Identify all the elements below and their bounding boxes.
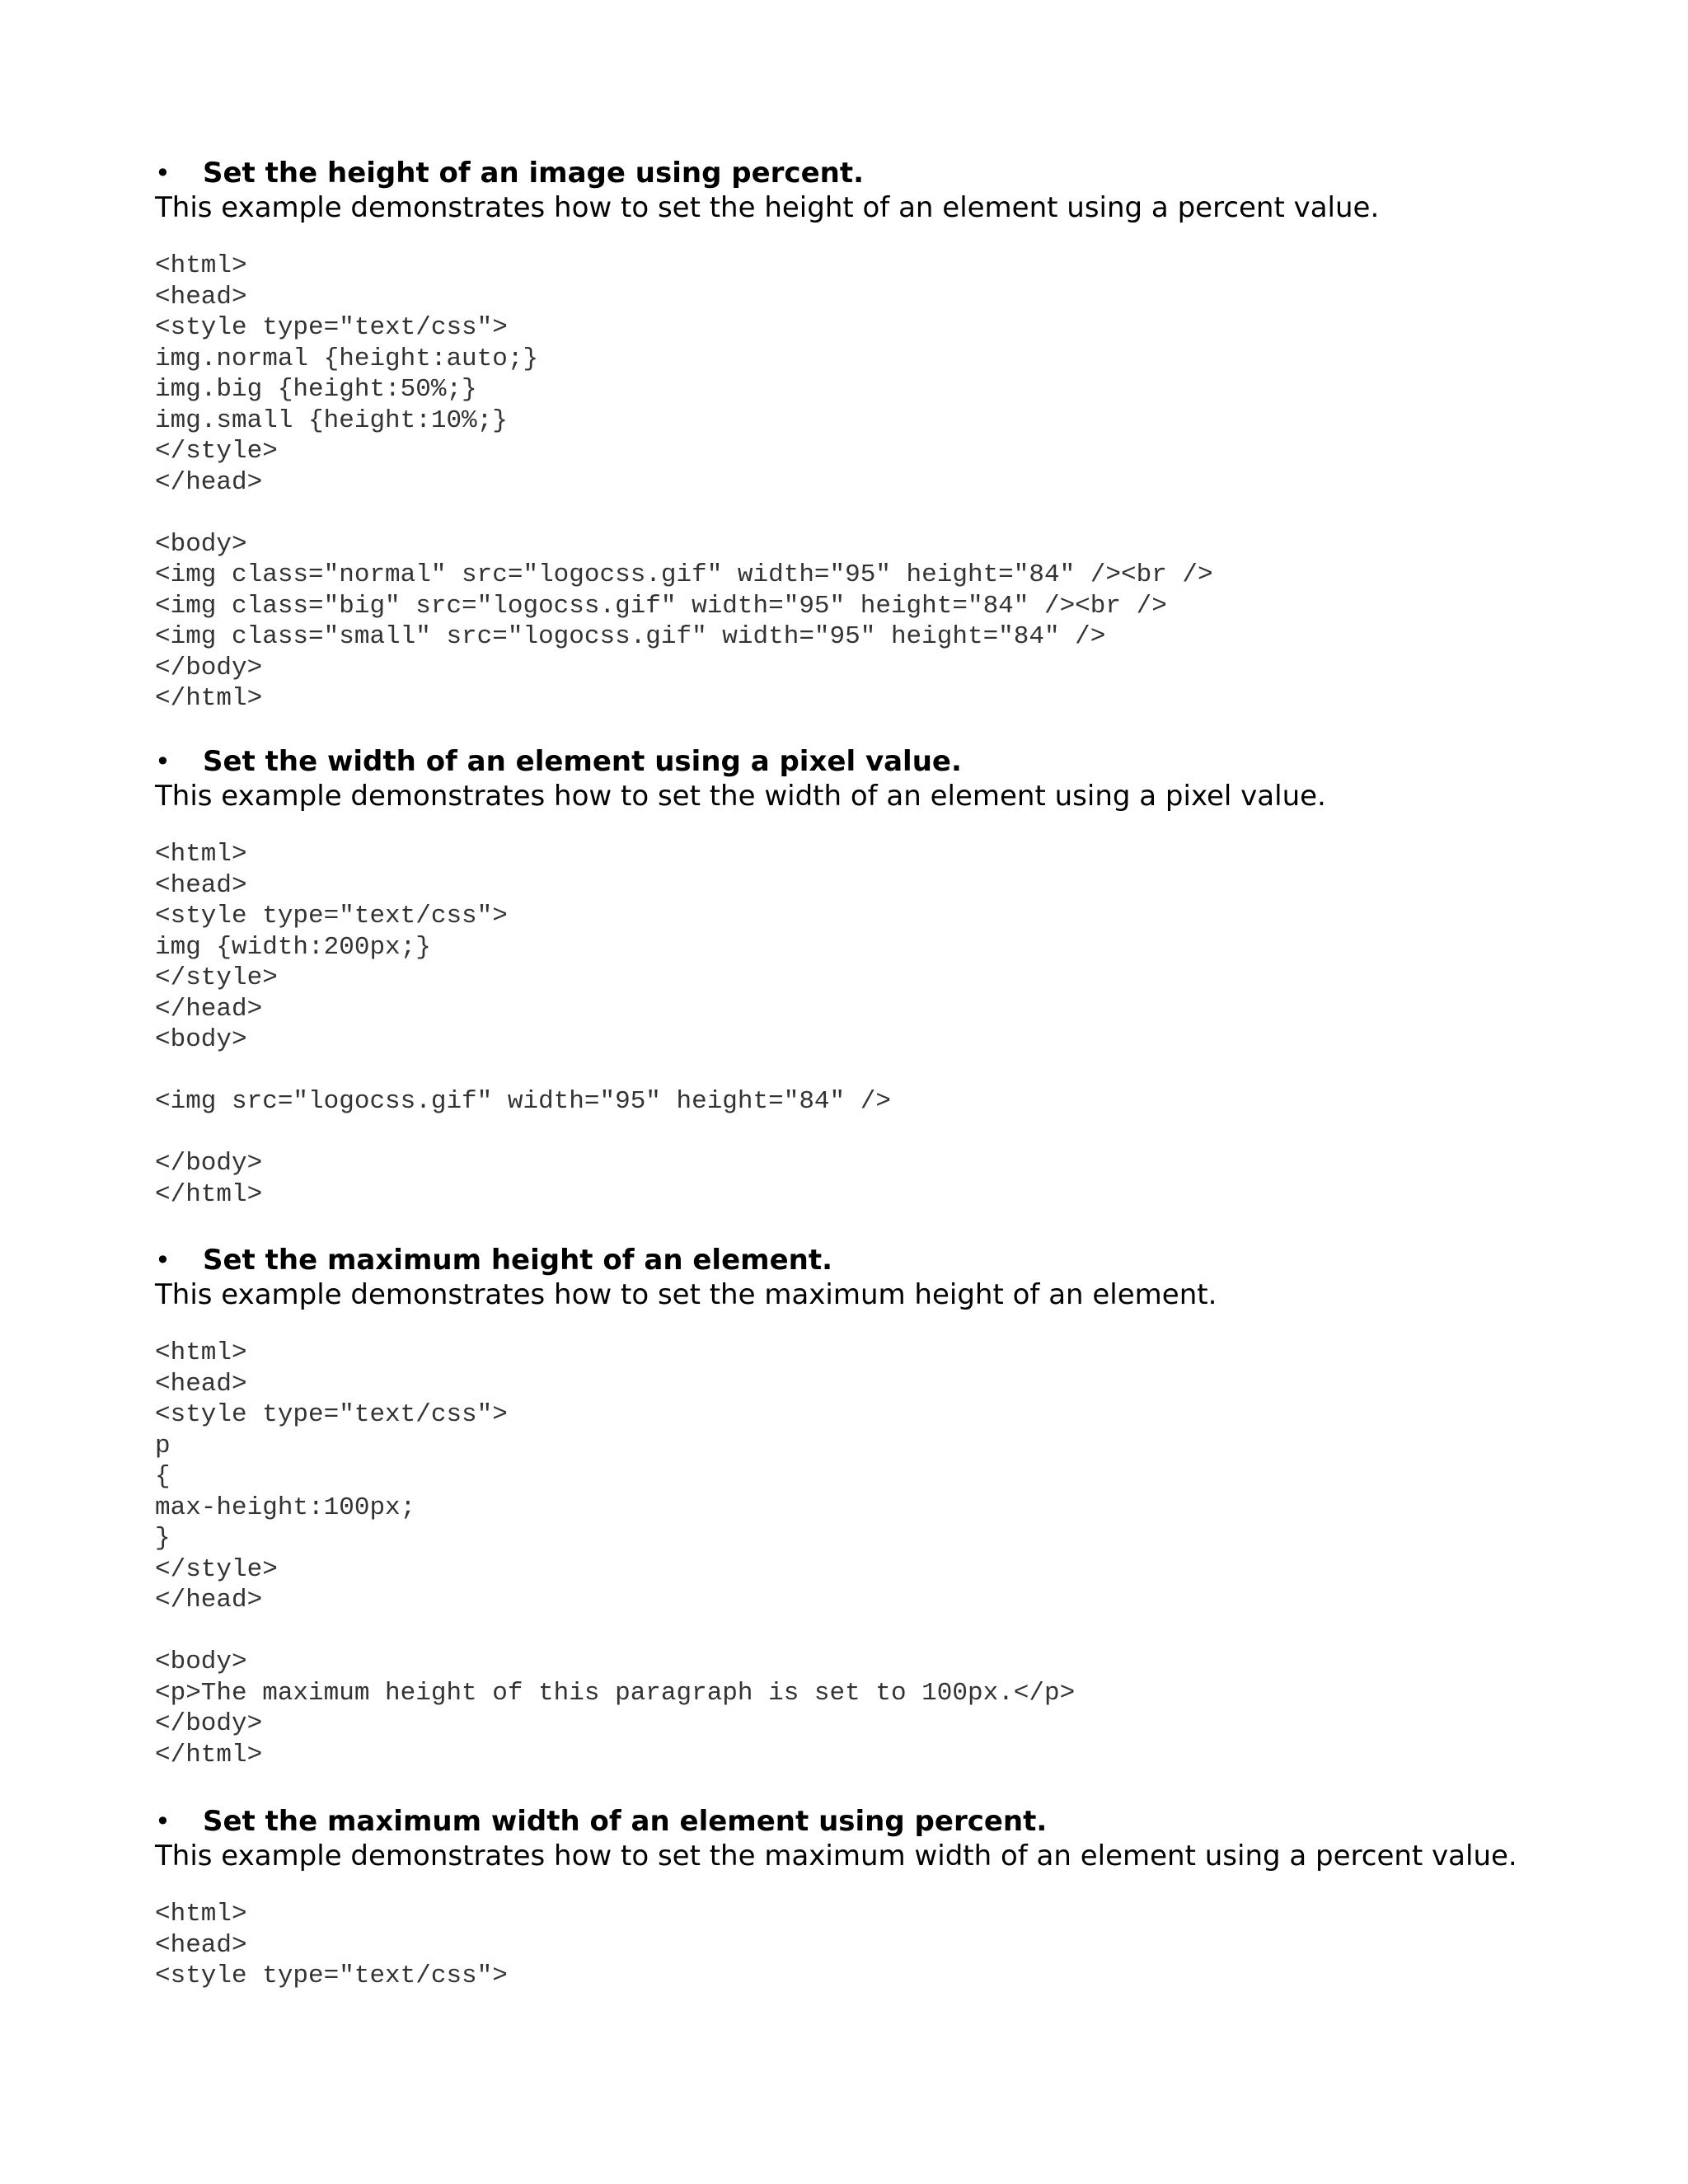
code-line: img.big {height:50%;} <box>155 375 477 404</box>
heading-text: Set the height of an image using percent. <box>203 157 865 190</box>
code-block <box>155 1899 1556 1992</box>
example-section <box>155 743 1556 1210</box>
code-line <box>155 1616 1556 1647</box>
section-description: This example demonstrates how to set the maximum height of an element. <box>155 1278 1217 1311</box>
code-line: </body> <box>155 1709 263 1738</box>
code-line: <style type="text/css"> <box>155 313 508 342</box>
bullet-icon: • <box>155 746 171 777</box>
section-description: This example demonstrates how to set the width of an element using a pixel value. <box>155 780 1326 813</box>
code-line: <html> <box>155 1900 247 1929</box>
code-line: <body> <box>155 1025 247 1054</box>
heading-text: Set the maximum width of an element using percent. <box>203 1805 1048 1838</box>
code-line: p <box>155 1431 171 1460</box>
example-section <box>155 1803 1556 1992</box>
code-line: </head> <box>155 1586 263 1615</box>
heading-text: Set the maximum height of an element. <box>203 1244 833 1277</box>
code-line: </html> <box>155 684 263 713</box>
code-line: <body> <box>155 529 247 559</box>
code-line: <body> <box>155 1647 247 1676</box>
code-line: img {width:200px;} <box>155 932 431 962</box>
code-line: </style> <box>155 1554 278 1584</box>
code-line: <head> <box>155 870 247 900</box>
code-line: { <box>155 1462 171 1491</box>
example-section <box>155 155 1556 715</box>
code-line: <img src="logocss.gif" width="95" height="84" /> <box>155 1087 891 1116</box>
code-block <box>155 839 1556 1210</box>
code-line: <head> <box>155 1369 247 1399</box>
code-line: <style type="text/css"> <box>155 902 508 930</box>
code-line <box>155 1118 1556 1149</box>
code-line: <html> <box>155 1338 247 1367</box>
heading-text: Set the width of an element using a pixel value. <box>203 745 962 778</box>
section-description: This example demonstrates how to set the height of an element using a percent value. <box>155 191 1380 224</box>
bullet-icon: • <box>155 1244 171 1276</box>
code-line: <img class="big" src="logocss.gif" width="95" height="84" /><br /> <box>155 591 1167 621</box>
code-line: img.normal {height:auto;} <box>155 344 539 373</box>
code-line: } <box>155 1524 171 1553</box>
code-line <box>155 498 1556 529</box>
code-line: max-height:100px; <box>155 1493 416 1522</box>
code-line: img.small {height:10%;} <box>155 405 508 435</box>
section-heading <box>155 1803 1556 1840</box>
section-heading <box>155 155 1556 191</box>
code-line: <html> <box>155 251 247 280</box>
code-line: <style type="text/css"> <box>155 1400 508 1429</box>
code-line: </style> <box>155 437 278 466</box>
code-line <box>155 1056 1556 1087</box>
code-line: </html> <box>155 1740 263 1769</box>
code-line: </html> <box>155 1179 263 1209</box>
section-description: This example demonstrates how to set the maximum width of an element using a percent value. <box>155 1840 1517 1872</box>
section-heading <box>155 743 1556 780</box>
code-line: </head> <box>155 467 263 497</box>
code-line: <img class="normal" src="logocss.gif" width="95" height="84" /><br /> <box>155 560 1213 589</box>
bullet-icon: • <box>155 1806 171 1837</box>
code-line: </body> <box>155 1149 263 1178</box>
code-line: <p>The maximum height of this paragraph is set to 100px.</p> <box>155 1678 1076 1708</box>
code-line: <html> <box>155 840 247 869</box>
section-heading <box>155 1242 1556 1278</box>
code-block <box>155 251 1556 715</box>
code-line: <img class="small" src="logocss.gif" width="95" height="84" /> <box>155 622 1106 651</box>
code-line: <head> <box>155 282 247 312</box>
code-line: </head> <box>155 994 263 1024</box>
code-line: <style type="text/css"> <box>155 1961 508 1990</box>
bullet-icon: • <box>155 157 171 189</box>
code-line: </style> <box>155 963 278 992</box>
code-line: </body> <box>155 653 263 682</box>
example-section <box>155 1242 1556 1770</box>
code-line: <head> <box>155 1930 247 1960</box>
code-block <box>155 1338 1556 1770</box>
